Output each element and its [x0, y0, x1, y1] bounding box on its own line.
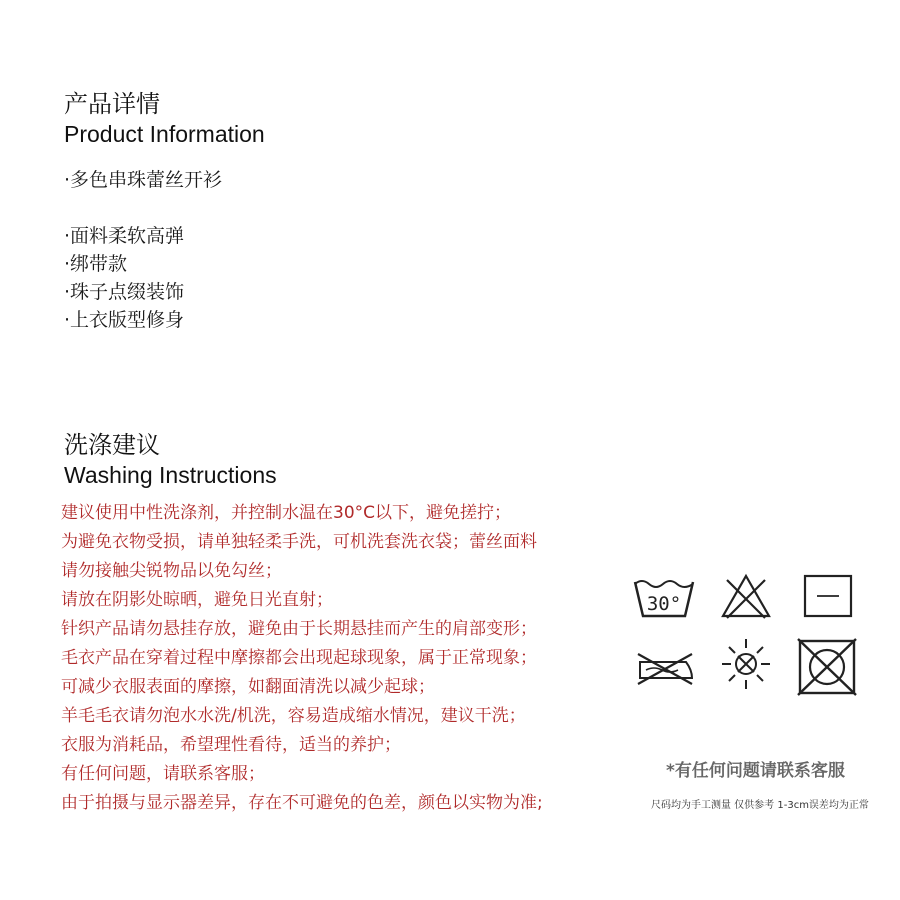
wash-30-icon — [632, 572, 696, 620]
washing-section — [61, 431, 624, 813]
washing-line: 针织产品请勿悬挂存放，避免由于长期悬挂而产生的肩部变形； — [61, 619, 537, 639]
do-not-iron-icon — [634, 648, 696, 688]
washing-line: 羊毛毛衣请勿泡水水洗/机洗，容易造成缩水情况，建议干洗； — [61, 706, 526, 726]
care-symbols — [628, 562, 868, 702]
product-info-section — [64, 90, 564, 340]
product-title-cn: 产品详情 — [64, 90, 160, 118]
size-note: 尺码均为手工测量 仅供参考 1-3cm误差均为正常 — [651, 800, 869, 811]
product-feature-item: ·面料柔软高弹 — [64, 225, 185, 247]
product-feature-list — [64, 222, 184, 334]
product-feature-item: ·珠子点缀装饰 — [64, 281, 185, 303]
washing-title-en: Washing Instructions — [64, 462, 277, 488]
washing-line: 由于拍摄与显示器差异，存在不可避免的色差，颜色以实物为准; — [61, 793, 543, 813]
product-intro: ·多色串珠蕾丝开衫 — [64, 169, 223, 191]
washing-line: 为避免衣物受损，请单独轻柔手洗，可机洗套洗衣袋；蕾丝面料 — [61, 532, 537, 552]
do-not-bleach-icon — [720, 572, 772, 620]
washing-line: 衣服为消耗品，希望理性看待，适当的养护； — [61, 735, 401, 755]
contact-note: *有任何问题请联系客服 — [666, 761, 845, 781]
washing-line: 可减少衣服表面的摩擦，如翻面清洗以减少起球； — [61, 677, 435, 697]
do-not-sun-dry-icon — [720, 636, 772, 692]
product-feature-item: ·上衣版型修身 — [64, 309, 185, 331]
washing-line: 请放在阴影处晾晒，避免日光直射； — [61, 590, 333, 610]
washing-instruction-list — [61, 499, 543, 818]
washing-line: 建议使用中性洗涤剂，并控制水温在30°C以下，避免搓拧； — [61, 503, 512, 523]
washing-line: 有任何问题，请联系客服； — [61, 764, 265, 784]
washing-title-cn: 洗涤建议 — [64, 431, 160, 459]
flat-dry-icon — [802, 573, 854, 619]
do-not-tumble-dry-icon — [796, 638, 858, 696]
product-feature-item: ·绑带款 — [64, 253, 128, 275]
product-title-en: Product Information — [64, 121, 265, 147]
wash-temp-label: 30° — [646, 593, 682, 615]
washing-line: 请勿接触尖锐物品以免勾丝； — [61, 561, 282, 581]
washing-line: 毛衣产品在穿着过程中摩擦都会出现起球现象，属于正常现象； — [61, 648, 537, 668]
